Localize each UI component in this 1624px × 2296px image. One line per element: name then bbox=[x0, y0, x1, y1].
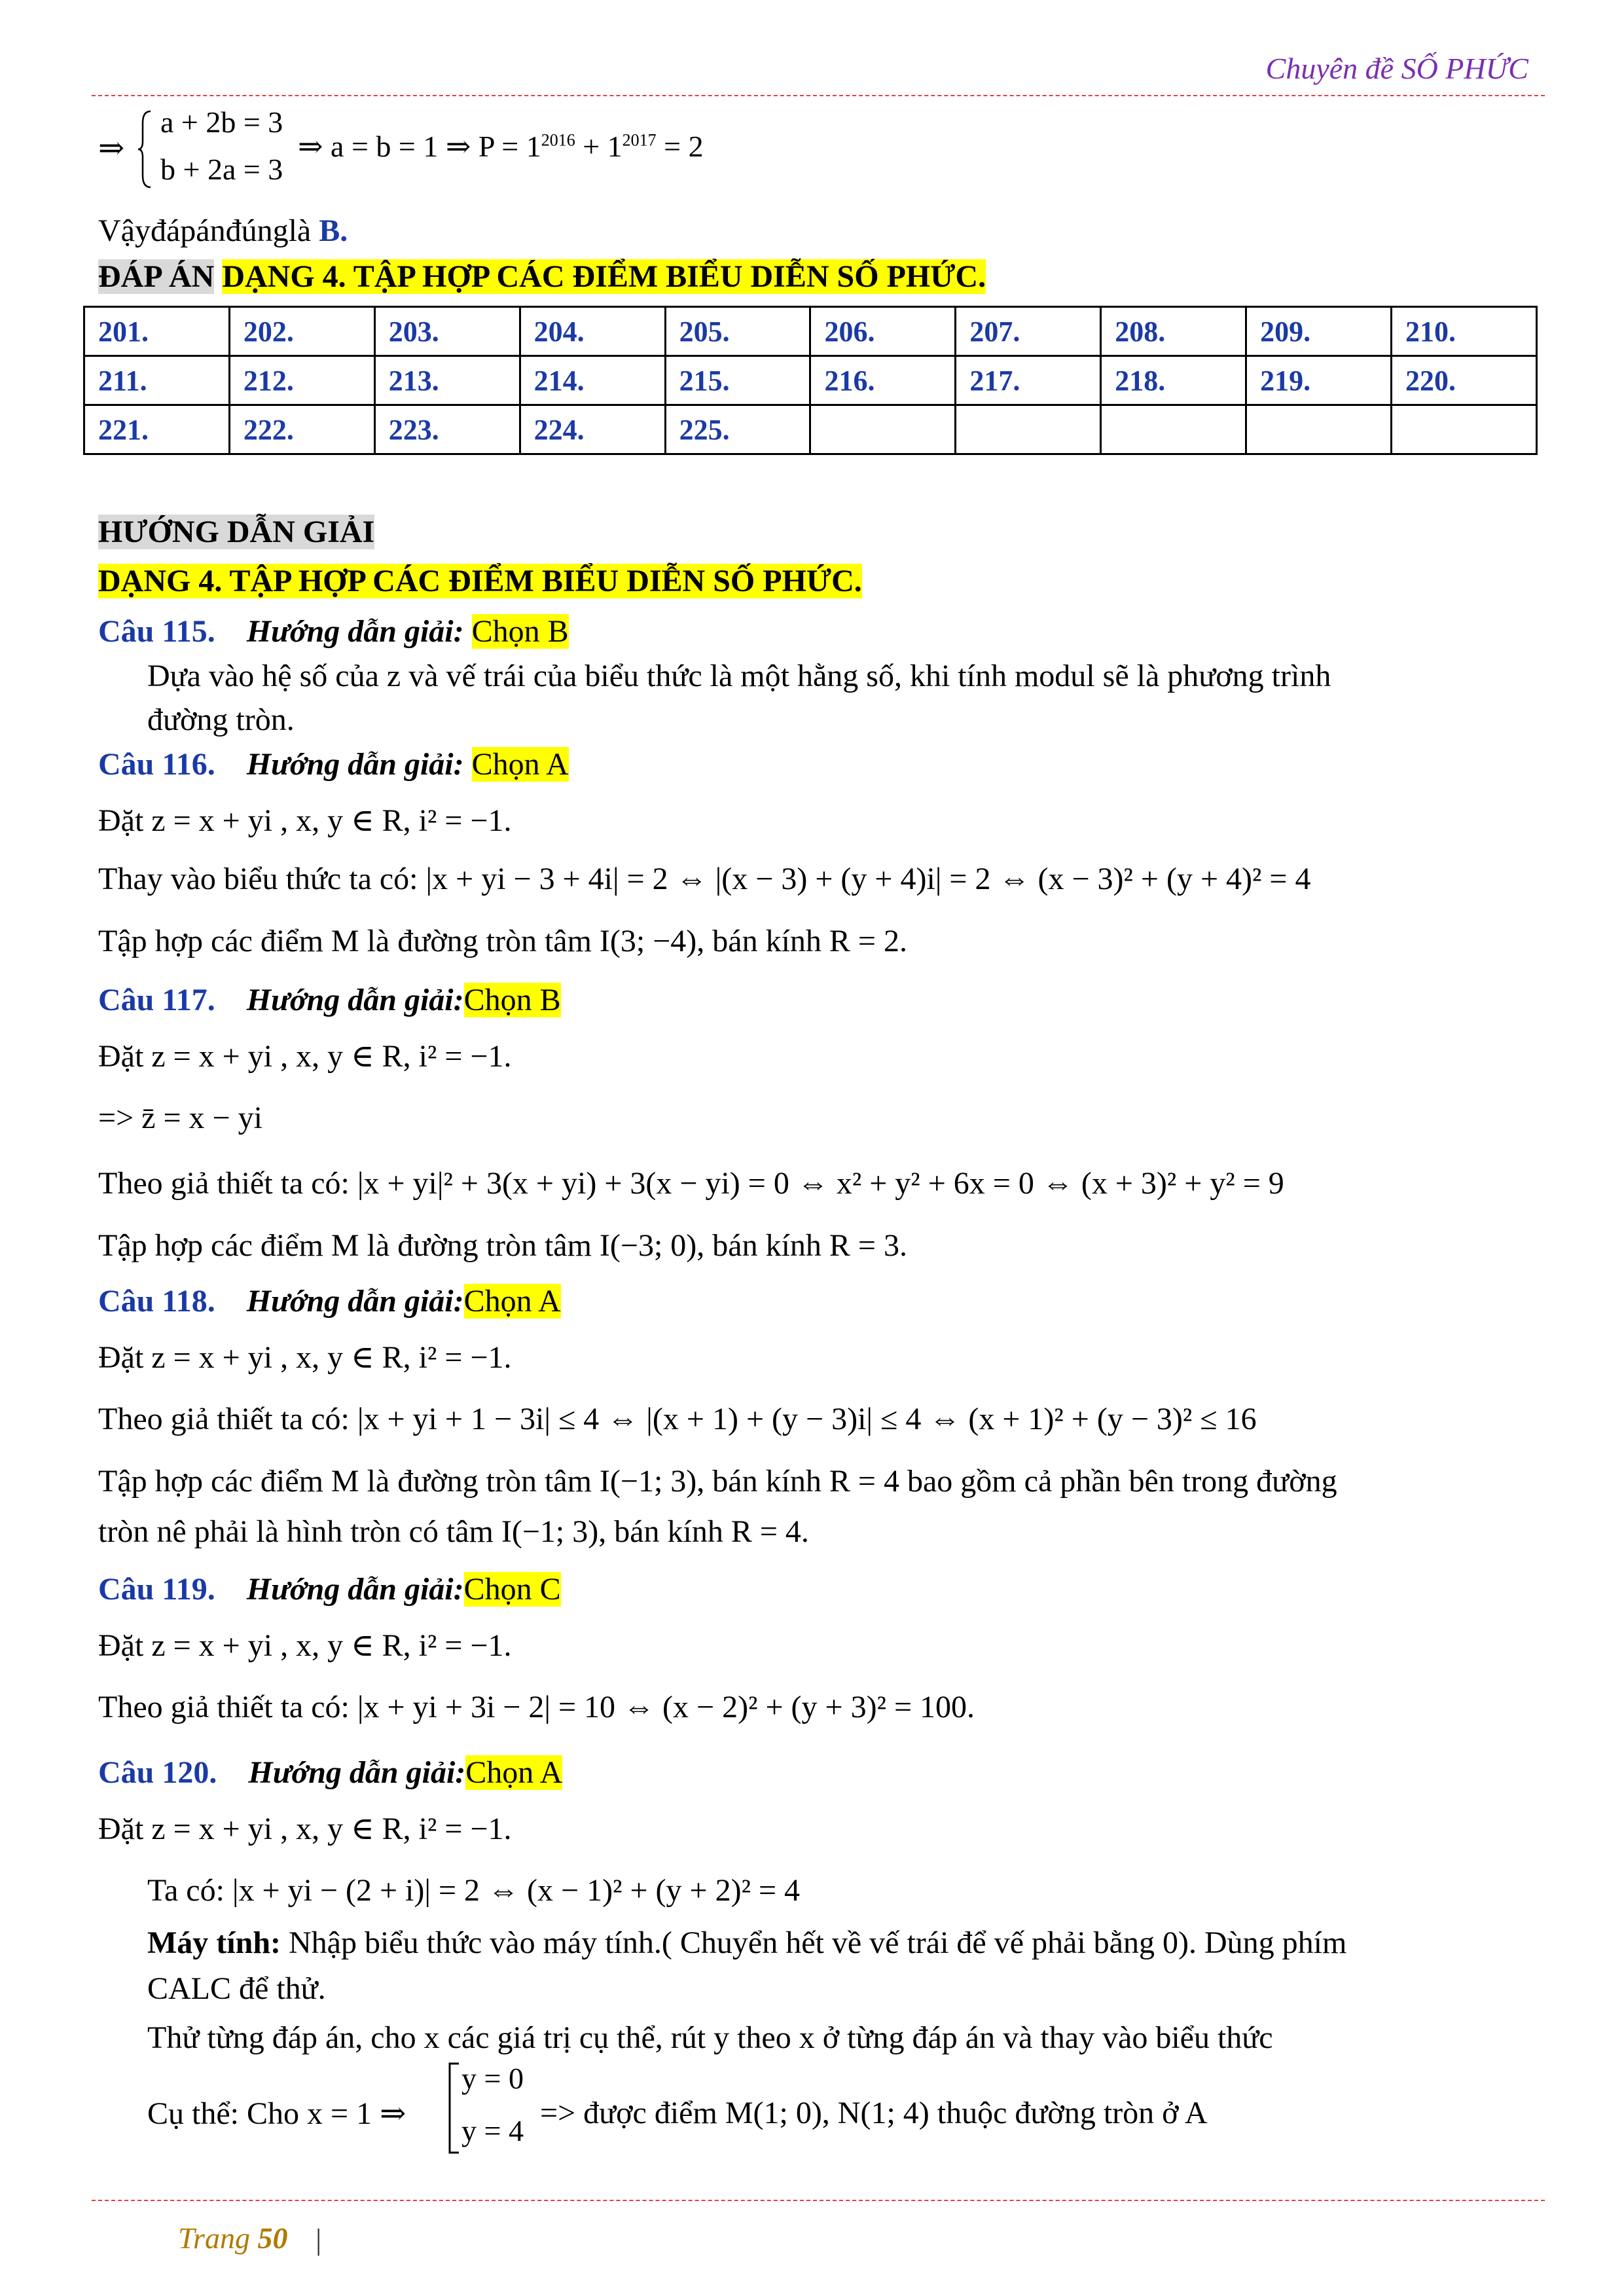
table-cell: 211. bbox=[84, 356, 230, 405]
footer-separator: | bbox=[316, 2223, 322, 2256]
system-result: ⇒ a = b = 1 ⇒ $P = 1^{2016} + 1^{2017} = 2$ bbox=[298, 130, 704, 163]
table-cell bbox=[1101, 405, 1246, 454]
table-cell: 213. bbox=[374, 356, 520, 405]
system-line-2: b + 2a = 3 bbox=[160, 153, 283, 186]
table-cell: 214. bbox=[520, 356, 665, 405]
question-118-conclusion-1: Tập hợp các điểm M là đường tròn tâm I(−1; 3), bán kính R = 4 bao gồm cả phần bên trong đường bbox=[98, 1464, 1337, 1499]
question-115-text-1: Dựa vào hệ số của z và vế trái của biểu thức là một hằng số, khi tính modul sẽ là phương trình bbox=[147, 659, 1331, 693]
question-117-conclusion: Tập hợp các điểm M là đường tròn tâm I(−3; 0), bán kính R = 3. bbox=[98, 1228, 907, 1263]
table-cell: 210. bbox=[1392, 307, 1537, 356]
table-cell: 206. bbox=[810, 307, 956, 356]
bracket-icon bbox=[447, 2062, 460, 2154]
question-117-header: Câu 117. Hướng dẫn giải:Chọn B bbox=[98, 983, 561, 1017]
table-cell: 219. bbox=[1246, 356, 1392, 405]
question-115-text-2: đường tròn. bbox=[147, 702, 295, 737]
conclusion-answer: B. bbox=[319, 213, 348, 248]
table-cell bbox=[1246, 405, 1392, 454]
question-116-header: Câu 116. Hướng dẫn giải: Chọn A bbox=[98, 747, 569, 782]
table-row bbox=[84, 405, 1537, 454]
question-120-specific: Cụ thể: Cho x = 1 ⇒ bbox=[147, 2096, 406, 2131]
table-cell: 215. bbox=[665, 356, 810, 405]
table-cell: 207. bbox=[956, 307, 1101, 356]
header-title: Chuyên đề SỐ PHỨC bbox=[1265, 52, 1528, 85]
table-cell: 220. bbox=[1392, 356, 1537, 405]
question-120-set: Đặt z = x + yi , x, y ∈ R, i² = −1. bbox=[98, 1812, 512, 1846]
question-118-set: Đặt z = x + yi , x, y ∈ R, i² = −1. bbox=[98, 1340, 512, 1375]
question-120-specific-suffix: => được điểm M(1; 0), N(1; 4) thuộc đường tròn ở A bbox=[540, 2096, 1208, 2130]
section-heading: DẠNG 4. TẬP HỢP CÁC ĐIỂM BIỂU DIỄN SỐ PHỨC. bbox=[98, 564, 862, 598]
table-cell bbox=[810, 405, 956, 454]
table-cell: 224. bbox=[520, 405, 665, 454]
question-120-header: Câu 120. Hướng dẫn giải:Chọn A bbox=[98, 1755, 563, 1790]
question-118-header: Câu 118. Hướng dẫn giải:Chọn A bbox=[98, 1284, 561, 1319]
table-cell: 217. bbox=[956, 356, 1101, 405]
table-cell: 208. bbox=[1101, 307, 1246, 356]
question-120-calc-1: Máy tính: Nhập biểu thức vào máy tính.( Chuyển hết về vế trái để vế phải bằng 0). Dùng phím bbox=[147, 1925, 1347, 1960]
table-cell: 221. bbox=[84, 405, 230, 454]
implies-symbol: ⇒ bbox=[98, 131, 125, 166]
question-120-try: Thử từng đáp án, cho x các giá trị cụ thể, rút y theo x ở từng đáp án và thay vào biểu thức bbox=[147, 2020, 1273, 2055]
answer-table bbox=[83, 306, 1538, 455]
question-115-header: Câu 115. Hướng dẫn giải: Chọn B bbox=[98, 614, 569, 649]
solution-heading: HƯỚNG DẪN GIẢI bbox=[98, 515, 375, 549]
table-cell: 223. bbox=[374, 405, 520, 454]
page-footer bbox=[92, 2200, 1545, 2286]
question-118-conclusion-2: tròn nê phải là hình tròn có tâm I(−1; 3), bán kính R = 4. bbox=[98, 1514, 809, 1549]
table-cell: 205. bbox=[665, 307, 810, 356]
table-row bbox=[84, 307, 1537, 356]
question-119-set: Đặt z = x + yi , x, y ∈ R, i² = −1. bbox=[98, 1628, 512, 1663]
table-cell: 204. bbox=[520, 307, 665, 356]
table-cell: 209. bbox=[1246, 307, 1392, 356]
conclusion-line: Vậyđápánđúnglà B. bbox=[98, 213, 348, 248]
table-cell bbox=[1392, 405, 1537, 454]
table-cell: 225. bbox=[665, 405, 810, 454]
question-116-sub: Thay vào biểu thức ta có: |x + yi − 3 + 4i| = 2 ⇔ |(x − 3) + (y + 4)i| = 2 ⇔ (x − 3)² + (y + 4)² = 4 bbox=[98, 862, 1311, 896]
table-cell: 216. bbox=[810, 356, 956, 405]
table-cell: 212. bbox=[229, 356, 374, 405]
table-cell: 202. bbox=[229, 307, 374, 356]
answer-heading: ĐÁP ÁN DẠNG 4. TẬP HỢP CÁC ĐIỂM BIỂU DIỄN SỐ PHỨC. bbox=[98, 259, 986, 294]
table-cell: 222. bbox=[229, 405, 374, 454]
brace-icon bbox=[137, 110, 152, 189]
question-120-sub: Ta có: |x + yi − (2 + i)| = 2 ⇔ (x − 1)² + (y + 2)² = 4 bbox=[147, 1873, 801, 1908]
page-number: Trang 50 bbox=[178, 2221, 288, 2255]
question-118-sub: Theo giả thiết ta có: |x + yi + 1 − 3i| ≤ 4 ⇔ |(x + 1) + (y − 3)i| ≤ 4 ⇔ (x + 1)² + (y − 3)² ≤ 16 bbox=[98, 1402, 1257, 1436]
question-119-sub: Theo giả thiết ta có: |x + yi + 3i − 2| = 10 ⇔ (x − 2)² + (y + 3)² = 100. bbox=[98, 1690, 975, 1724]
table-cell bbox=[956, 405, 1101, 454]
question-116-set: Đặt z = x + yi , x, y ∈ R, i² = −1. bbox=[98, 803, 512, 838]
case-y2: y = 4 bbox=[461, 2114, 524, 2147]
table-row bbox=[84, 356, 1537, 405]
question-117-set: Đặt z = x + yi , x, y ∈ R, i² = −1. bbox=[98, 1039, 512, 1074]
question-117-sub: Theo giả thiết ta có: |x + yi|² + 3(x + yi) + 3(x − yi) = 0 ⇔ x² + y² + 6x = 0 ⇔ (x + 3)² + y² = 9 bbox=[98, 1166, 1284, 1201]
case-y1: y = 0 bbox=[461, 2062, 524, 2095]
system-line-1: a + 2b = 3 bbox=[160, 105, 283, 139]
question-117-conj: => z̄ = x − yi bbox=[98, 1101, 262, 1135]
table-cell: 218. bbox=[1101, 356, 1246, 405]
question-120-calc-2: CALC để thử. bbox=[147, 1971, 326, 2006]
page-header bbox=[92, 46, 1545, 96]
table-cell: 203. bbox=[374, 307, 520, 356]
table-cell: 201. bbox=[84, 307, 230, 356]
question-119-header: Câu 119. Hướng dẫn giải:Chọn C bbox=[98, 1572, 561, 1607]
question-116-conclusion: Tập hợp các điểm M là đường tròn tâm I(3; −4), bán kính R = 2. bbox=[98, 924, 907, 958]
